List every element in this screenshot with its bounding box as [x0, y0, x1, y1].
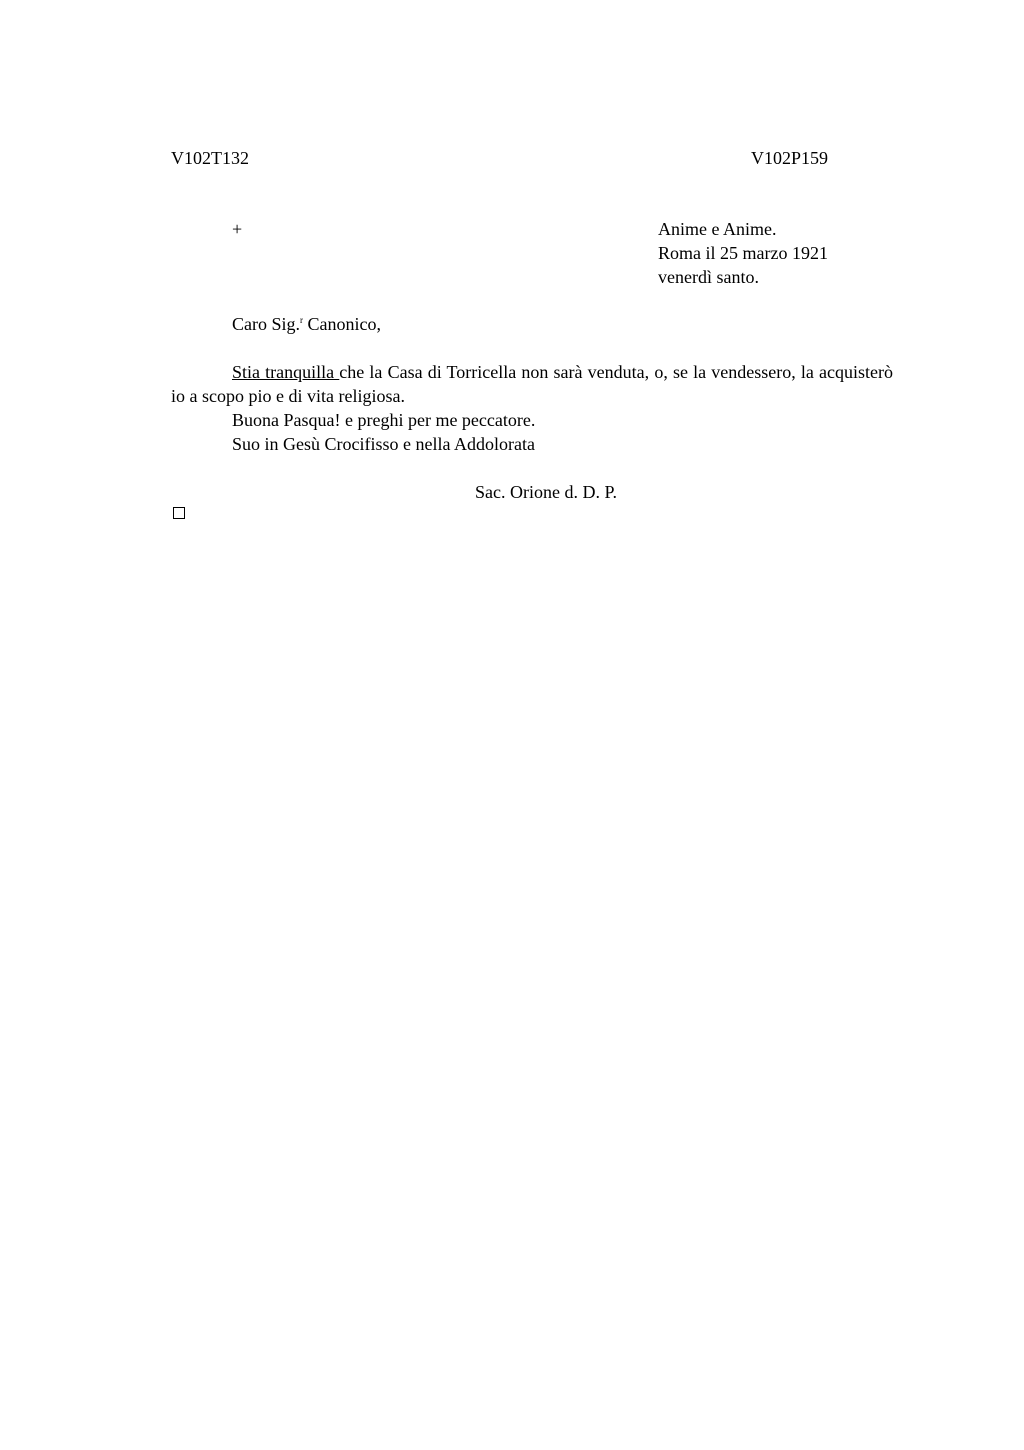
date-block: [658, 217, 828, 289]
document-ref-left: V102T132: [171, 148, 249, 168]
document-ref-right: V102P159: [751, 148, 829, 168]
letter-body: [171, 360, 893, 456]
salutation-superscript: r: [300, 315, 304, 325]
body-paragraph-main: [171, 360, 893, 408]
body-line-closing: Suo in Gesù Crocifisso e nella Addolorata: [232, 434, 535, 454]
date-line-motto: Anime e Anime.: [658, 219, 777, 239]
square-outline-icon: [173, 507, 185, 519]
body-paragraph-rest: che la Casa di Torricella non sarà venduta, o, se la vendessero, la acquisterò io a scopo pio e di vita religiosa.: [171, 362, 894, 406]
cross-mark: +: [232, 219, 243, 239]
date-line-place-date: Roma il 25 marzo 1921: [658, 243, 828, 263]
body-line-easter: Buona Pasqua! e preghi per me peccatore.: [232, 410, 536, 430]
underlined-phrase: Stia tranquilla: [232, 362, 340, 382]
salutation-pre: Caro Sig.: [232, 314, 301, 334]
signature: Sac. Orione d. D. P.: [475, 482, 617, 502]
salutation-post: Canonico,: [303, 314, 382, 334]
date-line-day: venerdì santo.: [658, 267, 759, 287]
salutation: [232, 312, 381, 336]
